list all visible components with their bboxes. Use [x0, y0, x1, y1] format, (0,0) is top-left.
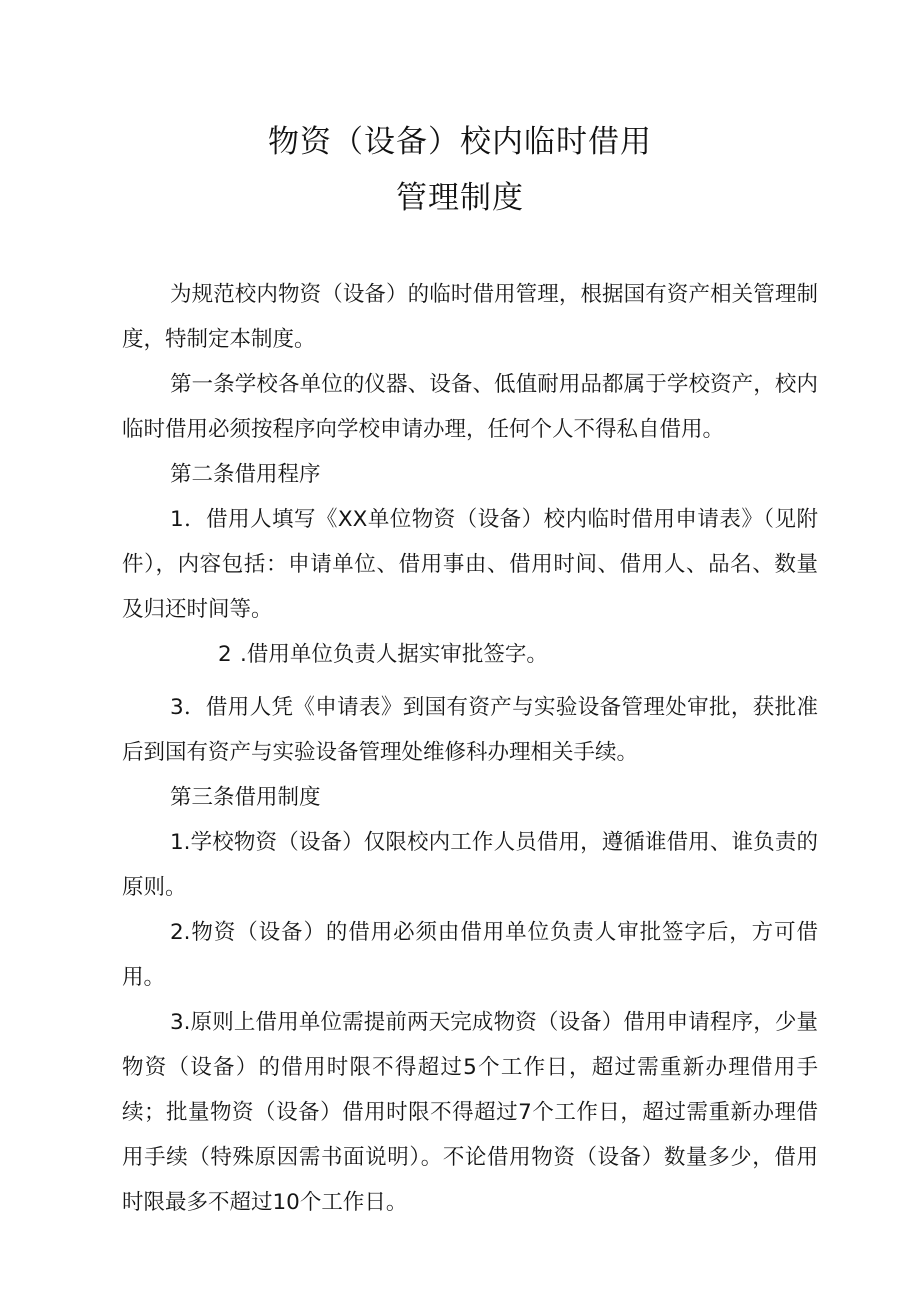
document-body	[122, 272, 818, 1225]
document-title-line-1: 物资（设备）校内临时借用	[268, 124, 652, 160]
paragraph-article-3-item-2: 2.物资（设备）的借用必须由借用单位负责人审批签字后，方可借用。	[122, 920, 818, 990]
paragraph-article-2-item-3: 3．借用人凭《申请表》到国有资产与实验设备管理处审批，获批准后到国有资产与实验设备管理处维修科办理相关手续。	[122, 695, 818, 765]
paragraph-intro: 为规范校内物资（设备）的临时借用管理，根据国有资产相关管理制度，特制定本制度。	[122, 282, 818, 352]
paragraph-article-1: 第一条学校各单位的仪器、设备、低值耐用品都属于学校资产，校内临时借用必须按程序向学校申请办理，任何个人不得私自借用。	[122, 372, 818, 442]
document-title-line-2: 管理制度	[396, 180, 524, 216]
item-2-text: .借用单位负责人据实审批签字。	[240, 642, 548, 667]
item-2-number: 2	[218, 642, 232, 667]
paragraph-article-2-item-1: 1．借用人填写《XX单位物资（设备）校内临时借用申请表》（见附件），内容包括：申请单位、借用事由、借用时间、借用人、品名、数量及归还时间等。	[122, 507, 818, 622]
paragraph-article-3-item-1: 1.学校物资（设备）仅限校内工作人员借用，遵循谁借用、谁负责的原则。	[122, 830, 818, 900]
paragraph-article-2-item-2	[122, 632, 818, 677]
paragraph-article-3-item-3: 3.原则上借用单位需提前两天完成物资（设备）借用申请程序，少量物资（设备）的借用时限不得超过5个工作日，超过需重新办理借用手续；批量物资（设备）借用时限不得超过7个工作日，超过需重新办理借用手续（特殊原因需书面说明）。不论借用物资（设备）数量多少，借用时限最多不超过10个工作日。	[122, 1010, 818, 1215]
paragraph-article-3-heading: 第三条借用制度	[170, 785, 321, 810]
paragraph-article-2-heading: 第二条借用程序	[170, 462, 321, 487]
